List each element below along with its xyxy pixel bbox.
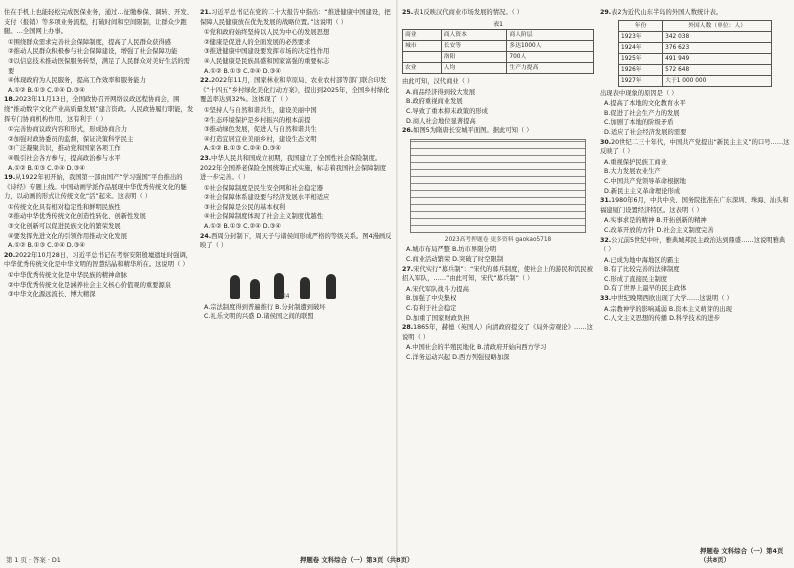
data-table: 商业 商人资本 商人阶层 城市 长安等 多达1000人 洛阳 700人 农业 人均 生产力提高 (402, 29, 594, 74)
option-line: C.中国共产党领导革命根据地 (604, 177, 686, 185)
option-line: ①围绕群众需求完善社会保障制度，提高了人民群众获得感 (8, 38, 172, 46)
option-line: C.加剧了本地的阶级矛盾 (604, 119, 674, 127)
page-fold (396, 0, 398, 568)
data-table: 年份 外国人数（单位：人） 1923年 342 038 1924年 376 623 1925年 491 949 1926年 572 648 1927年 大于1 000 000 (618, 20, 772, 87)
option-line: B.有了比较完善的法律制度 (604, 266, 680, 274)
option-line: C.洋务运动兴起 D.西方列强侵略加深 (406, 353, 510, 361)
option-line: B.促进了社会生产力的发展 (604, 109, 680, 117)
option-line: A.提高了本地的文化教育水平 (604, 100, 686, 108)
option-line: B.大力发展农业生产 (604, 168, 661, 176)
question-18: 18.2023年11月13日，全国政协召开网络议政远程协商会，围绕“推动数字文化产业高质量发展”建言资政。人民政协履行职能，发挥专门协商机构作用，这有利于（ ） (4, 96, 194, 123)
question-25: 25.表1反映汉代商业市场发展的情况。（ ） (402, 9, 524, 16)
question-22: 22.2022年11月，国家林业和草原局、农业农村部等部门联合印发《“十四五”乡村绿化美化行动方案》，提出到2025年，全国乡村绿化覆盖率达到32%。这体现了（ ） (200, 77, 390, 104)
cartoon-person (326, 274, 336, 299)
column-2 (200, 8, 392, 542)
option-line: ④要发挥先进文化的引领作用推动文化发展 (8, 232, 127, 240)
option-line: C.导致了重本抑末政策的形成 (406, 107, 488, 115)
cartoon-person (250, 279, 260, 299)
answer-choices: A.①② B.①③ C.②④ D.③④ (8, 164, 85, 172)
cartoon-person (300, 277, 310, 299)
option-line: D.商人社会地位显著提高 (406, 117, 476, 125)
footer-page-4: 押题卷 文科综合（一）第4页（共8页） (700, 547, 784, 564)
option-line: A.宗法制度得到普遍推行 B.分封制遭到破坏 (204, 303, 326, 311)
option-line: B.政府重视商业发展 (406, 98, 463, 106)
question-19: 19.从1922年初开始，我国第一部由国产“学习强国”平台推出的《诗经》专题上线。中国动画学派作品展现中华优秀传统文化的魅力，以动画的形式让传统文化“活”起来。这表明（ ） (4, 174, 187, 201)
option-line: D.新民主主义革命理论形成 (604, 187, 681, 195)
city-plan-map (410, 139, 586, 233)
question-20: 20.2022年10月28日，习近平总书记在考察安阳殷墟遗址时强调，中华优秀传统文化是中华文明的智慧结晶和精华所在。这说明（ ） (4, 251, 193, 269)
option-line: ③文化创新可以促进民族文化的繁荣发展 (8, 223, 121, 231)
option-line: ③推动绿色发展，促进人与自然和谐共生 (204, 126, 317, 134)
option-line: ④吸引社会各方参与，提高政治参与水平 (8, 154, 121, 162)
option-line: A.宋代军队战斗力提高 (406, 285, 469, 293)
option-line: ②健康是促进人的全面发展的必然要求 (204, 38, 311, 46)
option-line: C.改革开放的方针 D.社会主义制度完善 (604, 226, 714, 234)
question-28: 28.1865年，赫德（英国人）向清政府提交了《局外旁观论》……这说明（ ） (402, 324, 593, 341)
table-caption: 表1 (493, 20, 503, 28)
option-line: ①坚持人与自然和谐共生，建设美丽中国 (204, 106, 317, 114)
option-line: A.已成为地中海地区的霸主 (604, 256, 680, 264)
question-24: 24.西周分封制下，周天子与诸侯间形成严格的等级关系。图4漫画反映了（ ） (200, 232, 392, 250)
option-line: A.重视保护民族工商业 (604, 158, 667, 166)
option-line: A.实事求是的精神 B.开拓创新的精神 (604, 217, 707, 225)
option-line: C.商业活动繁荣 D.突破了时空限制 (406, 255, 504, 263)
option-line: B.加强了中央集权 (406, 295, 457, 303)
option-line: ②推动中华优秀传统文化创造性转化、创新性发展 (8, 213, 146, 221)
option-line: A.城市布局严整 B.坊市界限分明 (406, 246, 497, 254)
question-26: 26.如图5为隋唐长安城平面图。据此可知（ ） (402, 127, 533, 135)
question-text: 住在手机上也能轻松完成医保业务，通过…征缴参保、调转、开发、支付（报销）等多项业务流程，打破时间和空间限制，让群众少跑腿。…全国网上办事。 (4, 9, 193, 36)
option-line: ③推进健康中国建设要发挥市场的决定性作用 (204, 48, 330, 56)
footer-page-3: 押题卷 文科综合（一）第3页（共8页） (300, 556, 414, 564)
table-1 (402, 20, 594, 75)
option-line: ②加强对政协委员的监督，保证决策科学民主 (8, 135, 134, 143)
cartoon-figure-4 (210, 253, 382, 301)
question-32: 32.公元前5世纪中叶，雅典城邦民主政治达到鼎盛……这说明雅典（ ） (600, 236, 786, 254)
question-31: 31.1980年6月，中共中央、国务院批准在广东深圳、珠海、汕头和福建厦门设置经济特区。这表明（ ） (600, 197, 789, 214)
option-line: ②中华优秀传统文化是涵养社会主义核心价值观的重要源泉 (8, 281, 172, 289)
option-line: ③以信息技术推动医保服务转型，满足了人民群众对美好生活的需要 (8, 57, 190, 75)
column-3 (402, 8, 594, 542)
question-29: 29.表2为近代山东半岛的外国人数统计表。 (600, 9, 723, 16)
option-line: ③中华文化源远流长、博大精深 (8, 291, 96, 299)
option-line: A.中国社会的半殖民地化 B.清政府开始向西方学习 (406, 344, 547, 352)
option-line: ④体现政府为人民服务，提高工作效率和服务能力 (8, 77, 146, 85)
figure-caption: 图4 (280, 294, 290, 301)
question-lead: 由此可知，汉代商业（ ） (402, 78, 474, 86)
question-21: 21.习近平总书记在党的二十大报告中指出：“推进健康中国建设，把保障人民健康放在优先发展的战略位置。”这说明（ ） (200, 9, 391, 26)
answer-choices: A.①② B.①③ C.②④ D.③④ (8, 86, 85, 94)
option-line: ②社会保障体系建设要与经济发展水平相适应 (204, 194, 330, 202)
option-line: ④社会保障制度体现了社会主义制度优越性 (204, 213, 323, 221)
option-line: ②生态环境保护是乡村振兴的根本前提 (204, 116, 311, 124)
column-4 (600, 8, 790, 542)
option-line: C.人文主义思想的传播 D.科学技术的进步 (604, 315, 721, 323)
question-33: 33.中世纪晚期西欧出现了大学……这说明（ ） (600, 295, 733, 303)
column-1 (4, 8, 194, 542)
option-line: ④打造宜居宜业美丽乡村，建设生态文明 (204, 135, 317, 143)
table-2 (618, 20, 772, 87)
cartoon-person (230, 275, 240, 299)
option-line: ①完善协商议政内容和形式，形成协商合力 (8, 126, 127, 134)
option-line: D.加重了国家财政负担 (406, 314, 470, 322)
option-line: D.适应了社会经济发展的需要 (604, 128, 687, 136)
question-27: 27.宋代实行“募兵制”：“宋代的募兵制度，使社会上的游民和饥民被招入军队，……”由此可知，宋代“募兵制”（ ） (402, 265, 593, 283)
option-line: ③广泛凝聚共识，推动党和国家各项工作 (8, 145, 121, 153)
question-30: 30.20世纪二三十年代，中国共产党提出“新民主主义”的口号……这反映了（ ） (600, 138, 790, 156)
answer-choices: A.①② B.①③ C.②④ D.③④ (8, 242, 85, 250)
option-line: ③社会保障是公民的基本权利 (204, 203, 286, 211)
option-line: ①传统文化具有相对稳定性和鲜明民族性 (8, 203, 121, 211)
option-line: ②推动人民群众积极参与社会保障建设，增强了社会保障功能 (8, 48, 178, 56)
option-line: C.形成了直接民主制度 (604, 275, 668, 283)
answer-choices: A.①② B.①③ C.②④ D.③④ (204, 145, 281, 153)
answer-choices: A.①② B.①③ C.②④ D.③④ (204, 67, 281, 75)
map-caption: 2023高考押题卷 更多资料 gaokao5718 (444, 236, 552, 243)
option-line: A.宗教神学的影响减弱 B.资本主义萌芽的出现 (604, 305, 732, 313)
option-line: C.礼乐文明的兴盛 D.诸侯国之间的联盟 (204, 313, 314, 321)
option-line: D.有了世界上最早的民主政体 (604, 285, 687, 293)
answer-choices: A.①② B.①③ C.②④ D.③④ (204, 223, 281, 231)
option-line: ④人民健康是民族昌盛和国家富强的重要标志 (204, 57, 330, 65)
option-line: A.商品经济得到较大发展 (406, 88, 476, 96)
footer-left-mark: 第 1 页 · 答案 · D1 (6, 556, 61, 564)
option-line: ①中华优秀传统文化是中华民族的精神命脉 (8, 272, 127, 280)
option-line: ①社会保障制度是民生安全网和社会稳定器 (204, 184, 323, 192)
option-line: C.有利于社会稳定 (406, 304, 457, 312)
question-23: 23.中华人民共和国成立初期，我国建立了全国性社会保险制度。2022年全国养老保险全国统筹正式实施，标志着我国社会保障制度进一步完善。（ ） (200, 154, 387, 182)
question-lead: 出现表中现象的原因是（ ） (600, 89, 678, 97)
option-line: ①党和政府始终坚持以人民为中心的发展思想 (204, 29, 330, 37)
